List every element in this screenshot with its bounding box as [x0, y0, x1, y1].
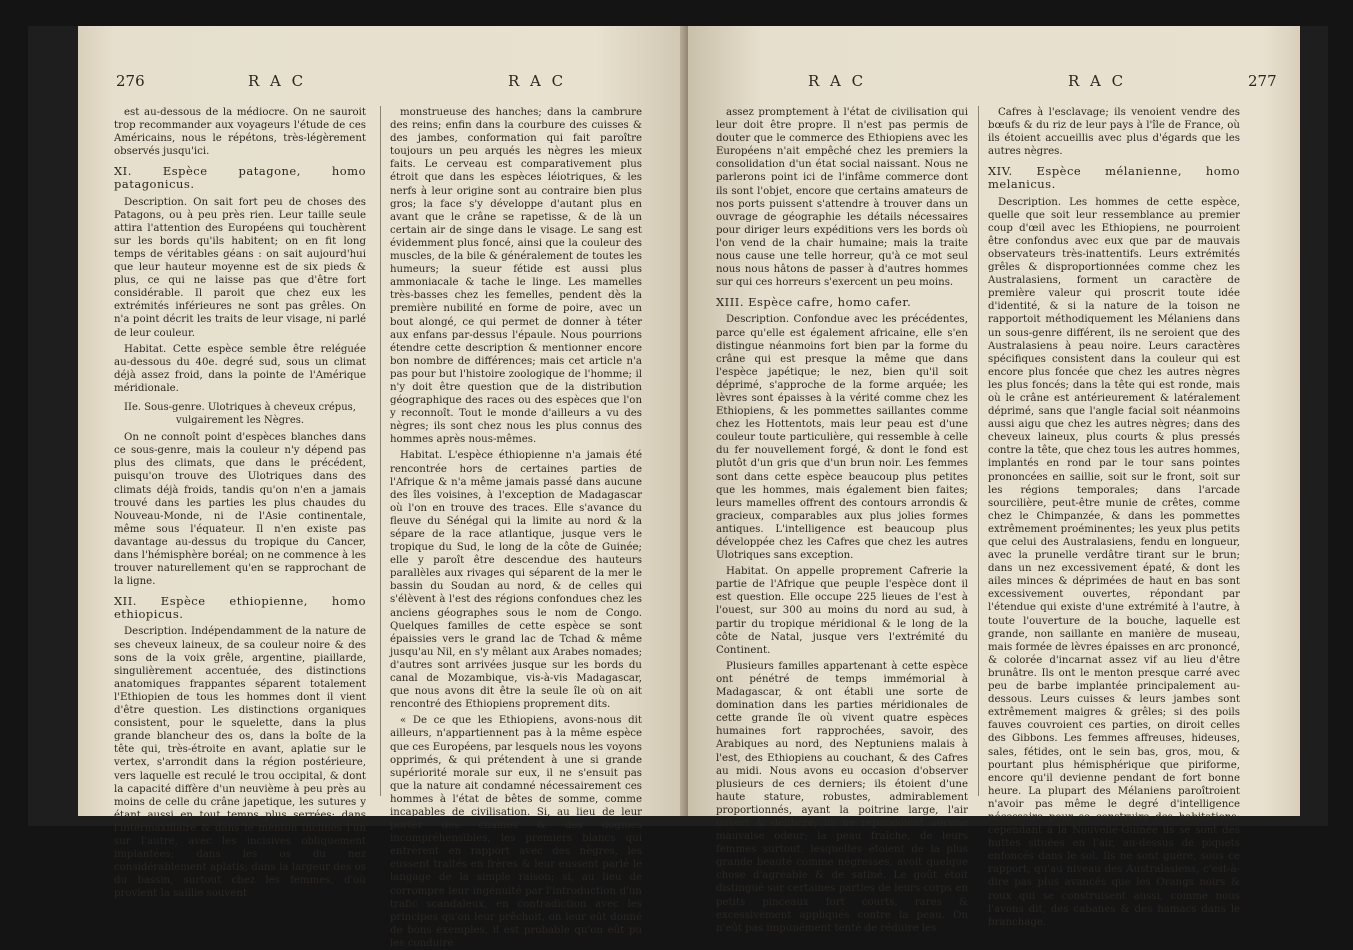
running-header: R A C: [508, 72, 567, 90]
page-number: 277: [1248, 72, 1277, 90]
paragraph: Description. Indépendamment de la nature de ses cheveux laineux, de sa couleur noire & des sons de la voix grêle, argentine, piaillarde, singulièrement accentuée, des distinctions anatomiques frappantes séparent totalement l'Ethiopien de tous les hommes dont il vient d'être question. Les distinctions organiques consistent, pour le squelette, dans la plus grande blancheur des os, dans la boîte de la tête qui, très-étroite en avant, aplatie sur le vertex, s'arrondit dans la région postérieure, vers laquelle est reculé le trou occipital, & dont la capacité diffère d'un neuvième à peu près au moins de celle du crâne japetique, les sutures y étant aussi en tout temps plus serrées; dans l'intermaxillaire & dans le menton inclinés l'un sur l'autre, avec les incisives obliquement implantées; dans les os du nez considérablement aplatis; dans la largeur des os du bassin, surtout chez les femmes, d'où provient la saillie souvent: [114, 626, 366, 900]
paragraph: Habitat. On appelle proprement Cafrerie la partie de l'Afrique que peuple l'espèce dont il est question. Elle occupe 225 lieues de l'est à l'ouest, sur 300 au moins du nord au sud, à partir du tropique méridional & le long de la côte de Natal, jusque vers l'extrémité du Continent.: [716, 566, 968, 656]
open-book: [28, 26, 1328, 949]
text-column: [390, 106, 642, 949]
paragraph: Description. Les hommes de cette espèce, quelle que soit leur ressemblance au premier coup d'œil avec les Ethiopiens, ne pourroient être confondus avec eux que par de mauvais observateurs très-inattentifs. Leurs extrémités grêles & disproportionnées comme chez les Australasiens, forment un caractère de première valeur qui proscrit toute idée d'identité, & si la nature de la toison ne rapportoit méthodiquement les Mélaniens dans un sous-genre différent, ils ne seroient que des Australasiens à peau noire. Leurs caractères spécifiques consistent dans la couleur qui est encore plus foncée que chez les autres nègres les plus foncés; dans la tête qui est ronde, mais où le crâne est antérieurement & latéralement déprimé, sans que l'angle facial soit néanmoins aussi aigu que chez les autres nègres; dans des cheveux laineux, plus courts & plus pressés contre la tête, que chez tous les autres hommes, implantés en rond par le tour sans pointes prononcées en saillie, soit sur le front, soit sur les régions temporales; dans l'arcade sourcilière, peut-être munie de crêtes, comme chez le Chimpanzée, & dans les pommettes extrêmement proéminentes; les yeux plus petits que celui des Australasiens, fendu en longueur, avec la prunelle verdâtre tirant sur le brun; dans un nez excessivement épaté, & dont les ailes minces & déprimées de haut en bas sont excessivement ouvertes, répondant par l'étendue qui existe d'une extrémité à l'autre, à toute l'ouverture de la bouche, laquelle est grande, non saillante en manière de museau, mais formée de lèvres épaisses en arc prononcé, & colorée d'incarnat assez vif au lieu d'être brunâtre. Ils ont le menton presque carré avec peu de barbe implantée principalement au-dessous. Leurs cuisses & leurs jambes sont extrêmement maigres & grêles; si des poils fauves couvroient ces parties, on diroit celles des Gibbons. Les femmes affreuses, hideuses, sales, fétides, ont le sein bas, gros, mou, & pourtant plus hémisphérique que piriforme, encore qu'il devienne pendant de fort bonne heure. La plupart des Mélaniens paroîtroient n'avoir pas même le degré d'intelligence nécessaire pour se construire des habitations; cependant à la Nouvelle-Guinée ils se sont des huttes situées en l'air, au-dessus de piquets enfoncés dans le sol. Ils ne sont guère, sous ce rapport, qu'au niveau des Australasiens, c'est-à-dire pas plus avancés que les Orangs noirs & roux qui se construisent aussi, comme nous l'avons dit, des cabanes & des hamacs dans le branchage.: [988, 196, 1240, 928]
paragraph: Cafres à l'esclavage; ils venoient vendre des bœufs & du riz de leur pays à l'île de France, où ils étoient accueillis avec plus d'égards que les autres nègres.: [988, 107, 1240, 158]
column-divider: [978, 106, 979, 796]
paragraph: Description. Confondue avec les précédentes, parce qu'elle est également africaine, elle s'en distingue néanmoins fort bien par la forme du crâne qui est presque la même que dans l'espèce japétique; le nez, bien qu'il soit déprimé, s'approche de la forme arquée; les lèvres sont épaisses à la vérité comme chez les Ethiopiens, & les pommettes saillantes comme chez les Hottentots, mais leur peau est d'une couleur toute particulière, qui ressemble à celle du fer nouvellement forgé, & dont le fond est plutôt d'un gris que d'un brun noir. Les femmes sont dans cette espèce beaucoup plus petites que les hommes, mais également bien faites; leurs mamelles offrent des contours arrondis & gracieux, comparables aux plus jolies formes antiques. L'intelligence est beaucoup plus développée chez les Cafres que chez les autres Ulotriques sans exception.: [716, 314, 968, 562]
section-heading: XII. Espèce ethiopienne, homo ethiopicus.: [114, 594, 366, 622]
running-header: R A C: [1068, 72, 1127, 90]
section-heading: XIV. Espèce mélanienne, homo melanicus.: [988, 164, 1240, 192]
text-column: [114, 106, 366, 900]
running-header: R A C: [248, 72, 307, 90]
column-divider: [380, 106, 381, 796]
right-page: [688, 26, 1300, 934]
text-column: [716, 106, 968, 934]
paragraph: Plusieurs familles appartenant à cette espèce ont pénétré de temps immémorial à Madagascar, & ont établi une sorte de domination dans les parties méridionales de cette grande île où vivent quatre espèces humaines fort rapprochées, savoir, des Arabiques au nord, des Neptuniens malais à l'est, des Ethiopiens au couchant, & des Cafres au midi. Nous avons eu occasion d'observer plusieurs de ces derniers; ils étoient d'une haute stature, robustes, admirablement proportionnés, ayant la poitrine large, l'air ouvert & délibéré; ils ne répandoient aucune mauvaise odeur; la peau fraîche, de leurs femmes surtout, lesquelles étoient de la plus grande beauté comme négresses, avoit quelque chose d'agréable & de satiné. Le goût étoit distingué sur certaines parties de leurs corps en petits pinceaux fort courts, rares & excessivement appliqués contre la peau. On n'eût pas impunément tenté de réduire les: [716, 660, 968, 934]
text-column: [988, 106, 1240, 928]
left-page: [78, 26, 688, 949]
paragraph: monstrueuse des hanches; dans la cambrure des reins; enfin dans la courbure des cuisses & des jambes, conformation qui fait paroître toujours un peu arqués les nègres les mieux faits. Le cerveau est comparativement plus étroit que dans les espèces léiotriques, & les nerfs à leur origine sont au contraire bien plus gros; la face s'y développe d'autant plus en avant que le crâne se rapetisse, & de là un certain air de singe dans le visage. Le sang est évidemment plus foncé, ainsi que la couleur des muscles, de la bile & généralement de toutes les humeurs; la sueur fétide est aussi plus ammoniacale & tache le linge. Les mamelles très-basses chez les femelles, pendent dès la première nubilité en forme de poire, avec un bout alongé, ce qui permet de donner à téter aux enfans par-dessus l'épaule. Nous pourrions étendre cette description & mentionner encore bon nombre de différences; mais cet article n'a pas pour but l'histoire zoologique de l'homme; il n'y doit être question que de la distribution géographique des races ou des espèces que l'on y reconnoît. Tout le monde d'ailleurs a vu des nègres; ils sont chez nous les plus connus des hommes après nous-mêmes.: [390, 107, 642, 446]
subgenus-heading: IIe. Sous-genre. Ulotriques à cheveux crépus, vulgairement les Nègres.: [124, 401, 356, 427]
page-number: 276: [116, 72, 145, 90]
paragraph: On ne connoît point d'espèces blanches dans ce sous-genre, mais la couleur n'y dépend pas plus des climats, que dans le précédent, puisqu'on trouve des Ulotriques dans des climats déjà froids, tandis qu'on n'en a jamais trouvé dans les parties les plus chaudes du Nouveau-Monde, ni de l'Asie continentale, même sous l'équateur. Il n'en existe pas davantage au-dessus du tropique du Cancer, dans l'hémisphère boréal; on ne commence à les trouver naturellement qu'en se rapprochant de la ligne.: [114, 432, 366, 588]
paragraph: est au-dessous de la médiocre. On ne sauroit trop recommander aux voyageurs l'étude de ces Américains, nous le répétons, très-légèrement observés jusqu'ici.: [114, 107, 366, 158]
paragraph: Habitat. L'espèce éthiopienne n'a jamais été rencontrée hors de certaines parties de l'Afrique & n'a même jamais passé dans aucune des îles voisines, à l'exception de Madagascar où l'on en trouve des traces. Elle s'avance du fleuve du Sénégal qui la limite au nord & la sépare de la race atlantique, jusque vers le tropique du Sud, le long de la côte de Guinée; elle y paroît être descendue des hauteurs parallèles aux rivages qui séparent de la mer le bassin du Soudan au nord, & de celles qui s'élèvent à l'est des régions confondues chez les anciens géographes sous le nom de Congo. Quelques familles de cette espèce se sont épaissies vers le grand lac de Tchad & même jusqu'au Nil, en s'y mêlant aux Arabes nomades; d'autres sont arrivées jusque sur les bords du canal de Mozambique, vis-à-vis Madagascar, que nous avons dit être la seule île où on ait rencontré des Ethiopiens proprement dits.: [390, 450, 642, 711]
section-heading: XIII. Espèce cafre, homo cafer.: [716, 295, 912, 310]
paragraph: Habitat. Cette espèce semble être reléguée au-dessous du 40e. degré sud, sous un climat déjà assez froid, dans la pointe de l'Amérique méridionale.: [114, 343, 366, 394]
paragraph: assez promptement à l'état de civilisation qui leur doit être propre. Il n'est pas permis de douter que le commerce des Ethiopiens avec les Européens n'ait empêché chez les premiers la consolidation d'un état social naissant. Nous ne parlerons point ici de l'infâme commerce dont ils sont l'objet, encore que certains amateurs de nos ports puissent s'attendre à trouver dans un ouvrage de géographie les détails nécessaires pour diriger leurs expéditions vers les bords où l'on vend de la chair humaine; mais la traite nous cause une telle horreur, qu'à ce mot seul nous nous hâtons de passer à d'autres hommes sur qui ces horreurs s'exercent un peu moins.: [716, 107, 968, 289]
paragraph: Description. On sait fort peu de choses des Patagons, ou à peu près rien. Leur taille seule attira l'attention des Européens qui touchèrent sur les bords qu'ils habitent; on en fit long temps de véritables géans : on sait aujourd'hui que leur hauteur moyenne est de six pieds & plus, ce qui ne laisse pas que d'être fort considérable. Il paroit que chez eux les extrémités inférieures ne sont pas grêles. On n'a point décrit les traits de leur visage, ni parlé de leur couleur.: [114, 196, 366, 339]
section-heading: XI. Espèce patagone, homo patagonicus.: [114, 164, 366, 192]
paragraph: « De ce que les Ethiopiens, avons-nous dit ailleurs, n'appartiennent pas à la même espèce que ces Européens, par lesquels nous les voyons opprimés, & qui prétendent à une si grande supériorité morale sur eux, il ne s'ensuit pas que la nature ait condamné nécessairement ces hommes à l'état de bêtes de somme, comme incapables de civilisation. Si, au lieu de leur porter des chaînes & des dogmes incompréhensibles, les premiers blancs qui entrèrent en rapport avec des nègres, les eussent traités en frères & leur eussent parlé le langage de la simple raison; si, au lieu de corrompre leur ingénuité par l'introduction d'un trafic scandaleux, en contradiction avec les principes qu'on leur prêchoit, on leur eût donné de bons exemples, il est probable qu'on eût pu les conduire: [390, 715, 642, 949]
running-header: R A C: [808, 72, 867, 90]
